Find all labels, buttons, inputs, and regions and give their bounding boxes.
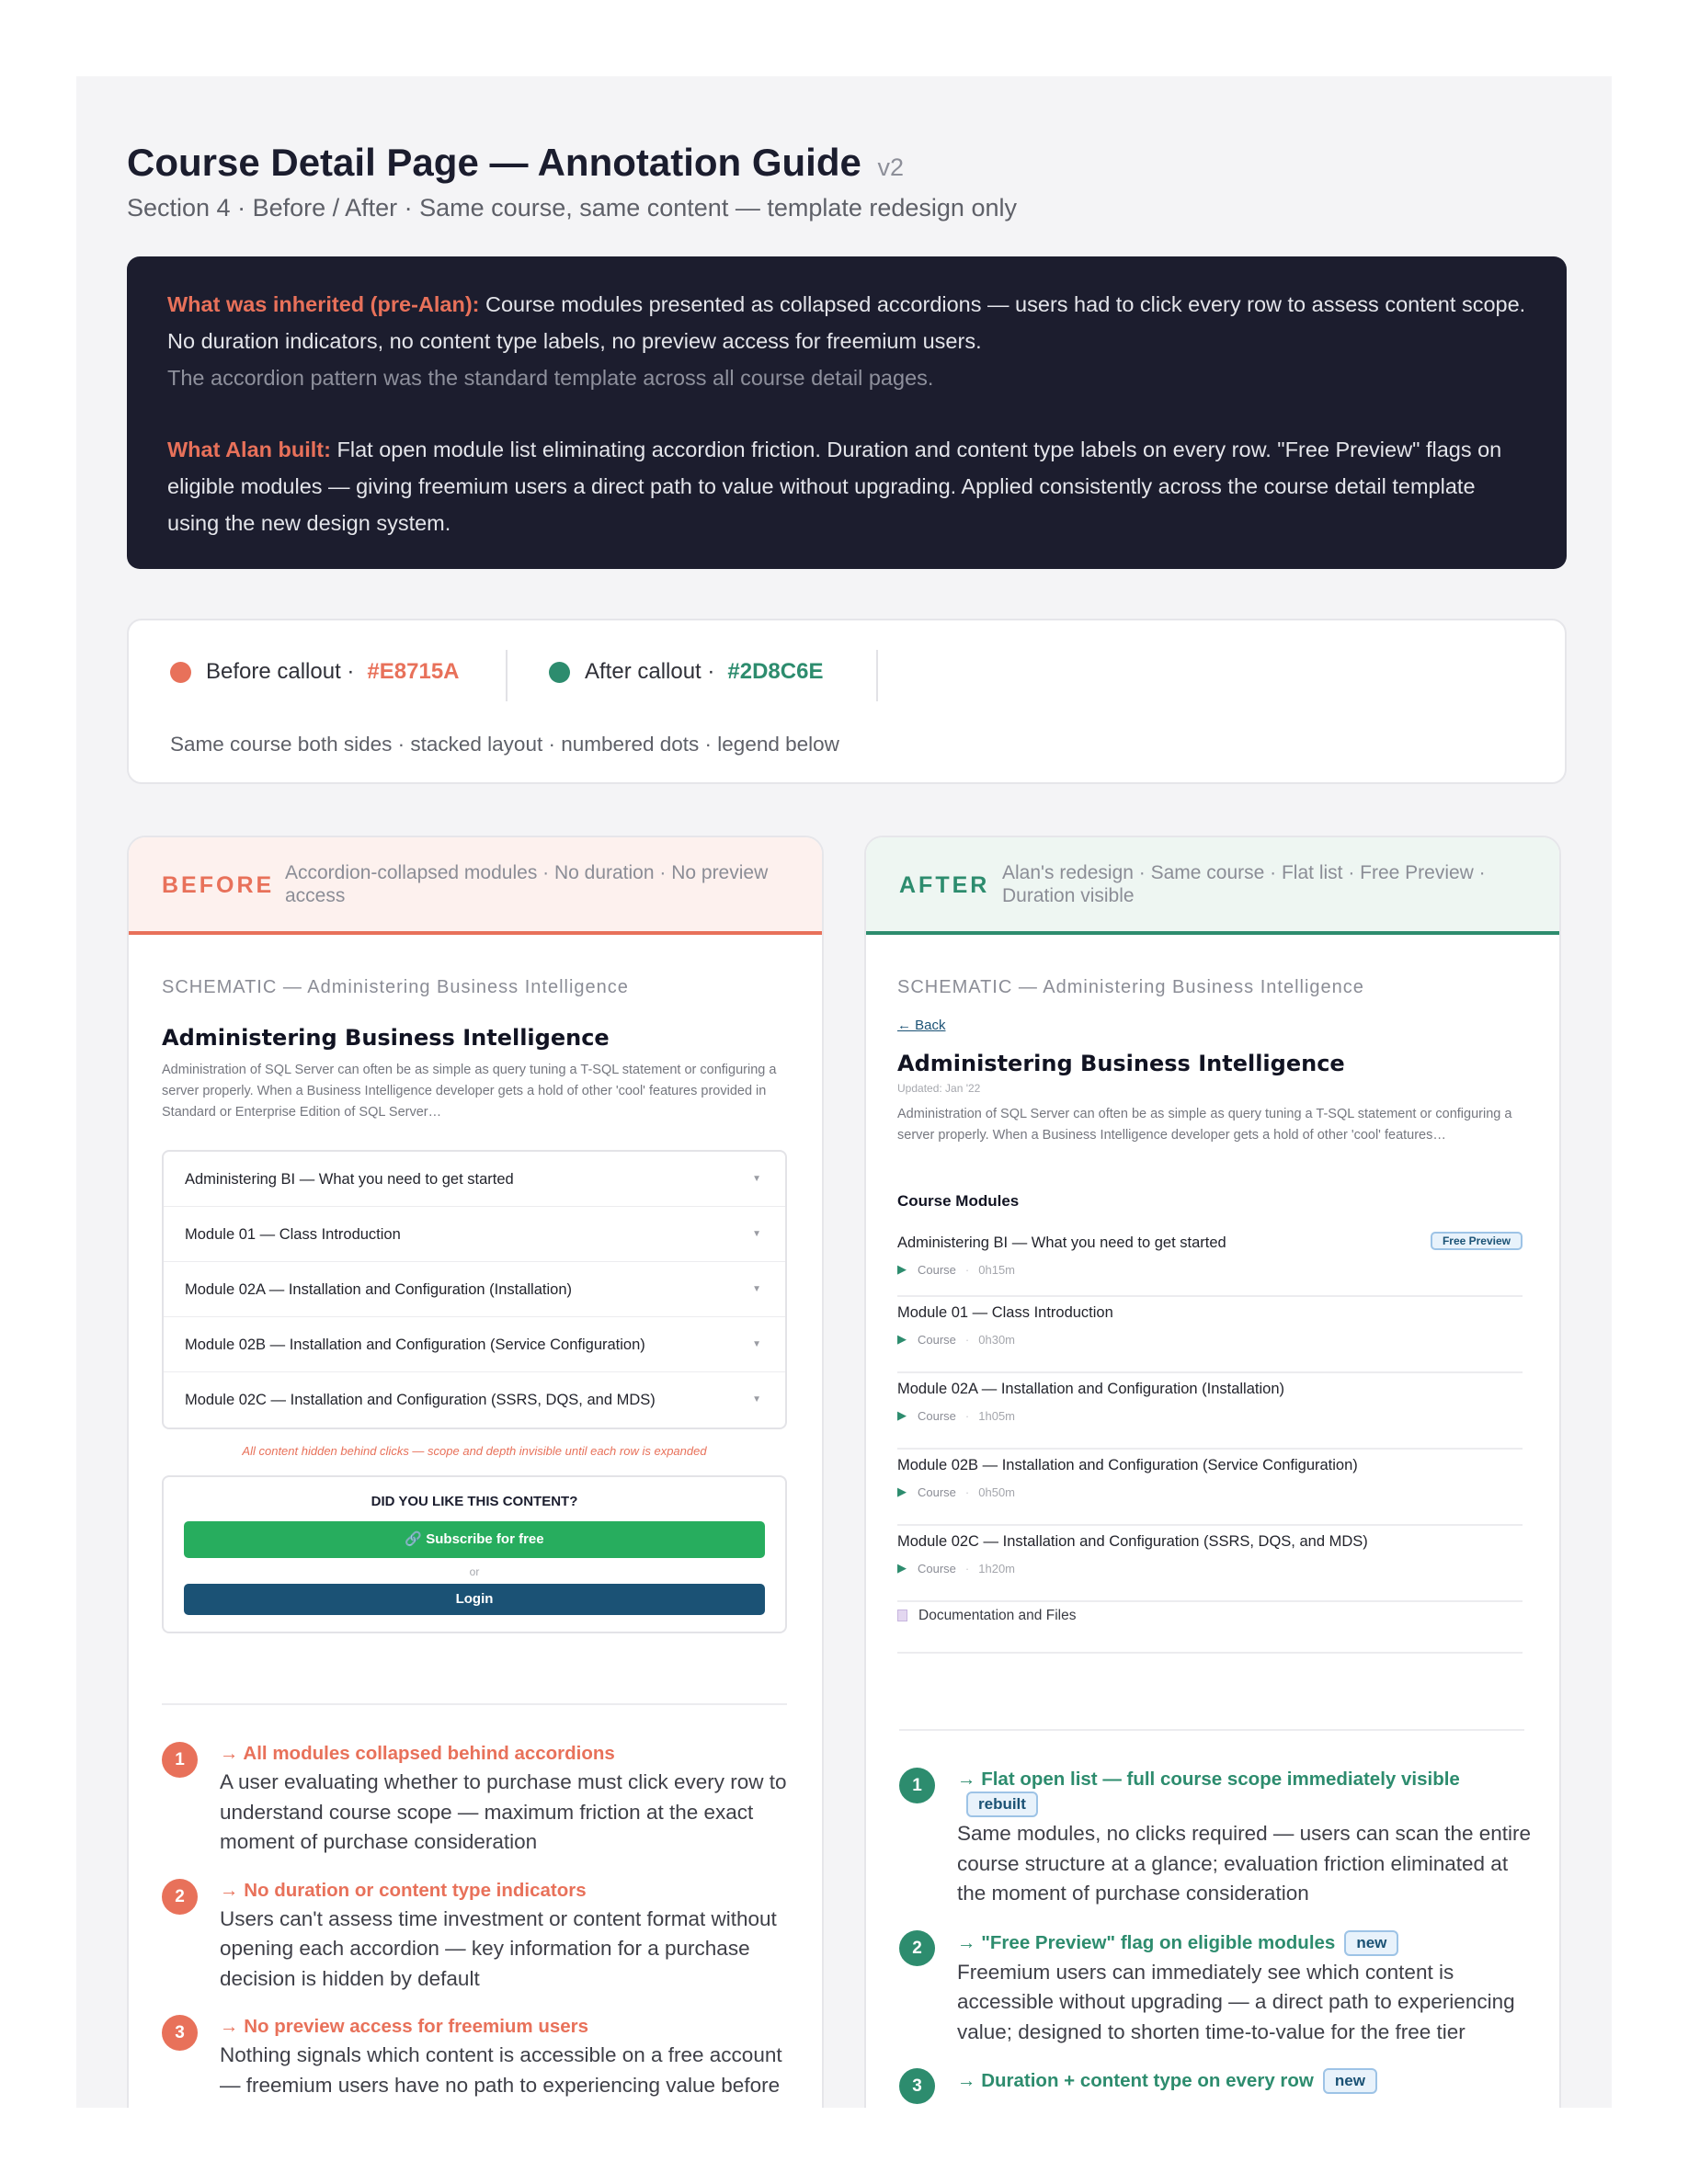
title-text: Course Detail Page — Annotation Guide bbox=[127, 141, 861, 184]
note-number: 2 bbox=[162, 1879, 198, 1915]
legend-after bbox=[549, 655, 823, 688]
accordion-row[interactable] bbox=[164, 1262, 785, 1317]
chevron-down-icon: ▼ bbox=[752, 1174, 761, 1184]
note-number: 3 bbox=[162, 2015, 198, 2051]
documentation-row[interactable] bbox=[897, 1608, 1523, 1654]
accordion-row[interactable] bbox=[164, 1317, 785, 1372]
note-title bbox=[957, 1768, 1534, 1817]
accordion-row[interactable] bbox=[164, 1372, 785, 1428]
note-body: Same modules, no clicks required — users can scan the entire course structure at a glance; evaluation friction eliminated at the moment of purchase consideration bbox=[957, 1822, 1532, 1905]
inherited-muted-text: The accordion pattern was the standard template across all course detail pages. bbox=[167, 366, 934, 390]
inherited-label: What was inherited (pre-Alan): bbox=[167, 292, 480, 316]
after-panel-header bbox=[866, 837, 1559, 935]
note-item bbox=[899, 1930, 1534, 2048]
module-row[interactable] bbox=[897, 1450, 1523, 1526]
chevron-down-icon: ▼ bbox=[752, 1284, 761, 1294]
built-label: What Alan built: bbox=[167, 438, 331, 461]
page-subtitle: Section 4 · Before / After · Same course, same content — template redesign only bbox=[127, 194, 1017, 222]
module-row[interactable] bbox=[897, 1526, 1523, 1602]
before-label: BEFORE bbox=[162, 872, 275, 898]
play-icon: ▶ bbox=[897, 1561, 907, 1575]
login-button[interactable]: Login bbox=[184, 1584, 765, 1615]
before-notes bbox=[162, 1742, 796, 2100]
module-title: Module 02A — Installation and Configuration (Installation) bbox=[897, 1381, 1284, 1397]
before-panel-header bbox=[129, 837, 822, 935]
note-body: Freemium users can immediately see which content is accessible without upgrading — a direct path to experiencing value; designed to shorten time-to-value for the free tier bbox=[957, 1960, 1515, 2043]
legend-before-label: Before callout · bbox=[206, 659, 355, 684]
note-tag: new bbox=[1344, 1930, 1398, 1956]
note-title: → All modules collapsed behind accordions bbox=[220, 1743, 615, 1764]
after-panel bbox=[864, 836, 1561, 2108]
play-icon: ▶ bbox=[897, 1408, 907, 1422]
legend-divider bbox=[876, 650, 878, 701]
module-meta: ▶ Course · 0h15m bbox=[897, 1262, 1016, 1277]
note-title: → No preview access for freemium users bbox=[220, 2016, 589, 2037]
after-description: Alan's redesign · Same course · Flat list · Free Preview · Duration visible bbox=[1002, 862, 1486, 906]
module-type: Course bbox=[918, 1561, 956, 1575]
module-list bbox=[897, 1227, 1523, 1602]
module-duration: 0h30m bbox=[978, 1332, 1016, 1347]
note-title-text: → Duration + content type on every row bbox=[957, 2070, 1314, 2091]
callout-legend bbox=[127, 619, 1567, 784]
module-duration: 1h20m bbox=[978, 1561, 1016, 1575]
note-title: → No duration or content type indicators bbox=[220, 1879, 587, 1901]
accordion-note: All content hidden behind clicks — scope and depth invisible until each row is expanded bbox=[242, 1444, 707, 1458]
accordion-row-label: Module 02A — Installation and Configuration (Installation) bbox=[185, 1281, 572, 1298]
schematic-label: SCHEMATIC — Administering Business Intelligence bbox=[162, 977, 629, 997]
before-panel bbox=[127, 836, 824, 2108]
note-item bbox=[162, 2015, 796, 2100]
module-meta: ▶ Course · 1h05m bbox=[897, 1408, 1016, 1423]
course-title: Administering Business Intelligence bbox=[162, 1025, 610, 1051]
play-icon: ▶ bbox=[897, 1332, 907, 1346]
accordion-row-label: Module 02C — Installation and Configuration (SSRS, DQS, and MDS) bbox=[185, 1392, 656, 1408]
note-number: 2 bbox=[899, 1930, 935, 1966]
module-meta: ▶ Course · 1h20m bbox=[897, 1561, 1016, 1575]
module-title: Administering BI — What you need to get started bbox=[897, 1234, 1226, 1251]
legend-divider bbox=[506, 650, 508, 701]
module-title: Module 02C — Installation and Configuration (SSRS, DQS, and MDS) bbox=[897, 1533, 1368, 1550]
accordion-row-label: Module 01 — Class Introduction bbox=[185, 1226, 401, 1243]
course-title: Administering Business Intelligence bbox=[897, 1051, 1345, 1076]
legend-after-hex: #2D8C6E bbox=[727, 659, 824, 684]
module-title: Module 01 — Class Introduction bbox=[897, 1304, 1113, 1321]
summary-card bbox=[127, 256, 1567, 569]
course-description: Administration of SQL Server can often be as simple as query tuning a T-SQL statement or configuring a server properly. When a Business Intelligence developer gets a hold of other 'cool' features provided in Standard or Enterprise Edition of SQL Server… bbox=[162, 1063, 777, 1120]
note-number: 3 bbox=[899, 2068, 935, 2104]
note-tag: new bbox=[1323, 2068, 1377, 2094]
module-duration: 0h15m bbox=[978, 1262, 1016, 1277]
module-meta: ▶ Course · 0h50m bbox=[897, 1484, 1016, 1499]
note-title bbox=[957, 1930, 1534, 1956]
course-description: Administration of SQL Server can often be as simple as query tuning a T-SQL statement or configuring a server properly. When a Business Intelligence developer gets a hold of other 'cool' features… bbox=[897, 1107, 1512, 1143]
divider bbox=[162, 1703, 787, 1705]
content-feedback-box bbox=[162, 1475, 787, 1633]
built-text: Flat open module list eliminating accordion friction. Duration and content type labels on every row. "Free Preview" flags on eligible modules — giving freemium users a direct path to value without upgrading. Applied consistently across the course detail template using the new design system. bbox=[167, 438, 1502, 535]
schematic-label: SCHEMATIC — Administering Business Intelligence bbox=[897, 977, 1364, 997]
before-description: Accordion-collapsed modules · No duration · No preview access bbox=[285, 862, 769, 906]
note-item bbox=[899, 1768, 1534, 1909]
accordion-row-label: Administering BI — What you need to get started bbox=[185, 1171, 514, 1188]
chevron-down-icon: ▼ bbox=[752, 1339, 761, 1349]
updated-date: Updated: Jan '22 bbox=[897, 1082, 981, 1095]
accordion-row[interactable] bbox=[164, 1207, 785, 1262]
document-icon bbox=[897, 1610, 907, 1621]
accordion-row[interactable] bbox=[164, 1152, 785, 1207]
legend-before-hex: #E8715A bbox=[367, 659, 460, 684]
accordion-row-label: Module 02B — Installation and Configuration (Service Configuration) bbox=[185, 1337, 645, 1353]
divider bbox=[899, 1729, 1524, 1731]
feedback-question: DID YOU LIKE THIS CONTENT? bbox=[371, 1494, 578, 1509]
note-title bbox=[957, 2068, 1534, 2094]
after-label: AFTER bbox=[899, 872, 990, 898]
note-number: 1 bbox=[162, 1742, 198, 1778]
legend-before bbox=[170, 655, 460, 688]
legend-after-label: After callout · bbox=[585, 659, 715, 684]
legend-note: Same course both sides · stacked layout · numbered dots · legend below bbox=[170, 733, 839, 756]
module-title: Module 02B — Installation and Configuration (Service Configuration) bbox=[897, 1457, 1358, 1473]
free-preview-badge: Free Preview bbox=[1431, 1232, 1523, 1250]
module-meta: ▶ Course · 0h30m bbox=[897, 1332, 1016, 1347]
note-item bbox=[162, 1879, 796, 1995]
note-tag: rebuilt bbox=[966, 1792, 1038, 1817]
subscribe-button[interactable]: 🔗 Subscribe for free bbox=[184, 1521, 765, 1558]
or-separator: or bbox=[469, 1565, 480, 1578]
module-duration: 0h50m bbox=[978, 1484, 1016, 1499]
back-link[interactable]: ← Back bbox=[897, 1018, 946, 1033]
module-type: Course bbox=[918, 1408, 956, 1423]
version-label: v2 bbox=[877, 154, 905, 181]
chevron-down-icon: ▼ bbox=[752, 1229, 761, 1239]
chevron-down-icon: ▼ bbox=[752, 1394, 761, 1405]
note-body: A user evaluating whether to purchase must click every row to understand course scope — maximum friction at the exact moment of purchase consideration bbox=[220, 1770, 787, 1853]
after-dot-icon bbox=[549, 662, 570, 683]
module-type: Course bbox=[918, 1262, 956, 1277]
note-title-text: → Flat open list — full course scope immediately visible bbox=[957, 1769, 1460, 1790]
note-body: Nothing signals which content is accessible on a free account — freemium users have no path to experiencing value before bbox=[220, 2043, 782, 2097]
module-row[interactable] bbox=[897, 1373, 1523, 1450]
before-dot-icon bbox=[170, 662, 191, 683]
note-body: Users can't assess time investment or content format without opening each accordion — key information for a purchase decision is hidden by default bbox=[220, 1906, 777, 1990]
modules-heading: Course Modules bbox=[897, 1192, 1020, 1210]
module-accordion bbox=[162, 1150, 787, 1429]
note-number: 1 bbox=[899, 1768, 935, 1803]
inherited-text: Course modules presented as collapsed accordions — users had to click every row to assess content scope. No duration indicators, no content type labels, no preview access for freemium users. bbox=[167, 292, 1526, 353]
play-icon: ▶ bbox=[897, 1484, 907, 1498]
module-type: Course bbox=[918, 1484, 956, 1499]
play-icon: ▶ bbox=[897, 1262, 907, 1276]
note-item bbox=[899, 2068, 1534, 2094]
annotation-guide-page bbox=[76, 76, 1612, 2108]
page-title bbox=[127, 141, 904, 185]
note-title-text: → "Free Preview" flag on eligible modules bbox=[957, 1931, 1336, 1953]
after-notes bbox=[899, 1768, 1534, 2096]
module-type: Course bbox=[918, 1332, 956, 1347]
module-row[interactable] bbox=[897, 1227, 1523, 1297]
module-row[interactable] bbox=[897, 1297, 1523, 1373]
module-duration: 1h05m bbox=[978, 1408, 1016, 1423]
documentation-label: Documentation and Files bbox=[918, 1608, 1077, 1623]
note-item bbox=[162, 1742, 796, 1858]
